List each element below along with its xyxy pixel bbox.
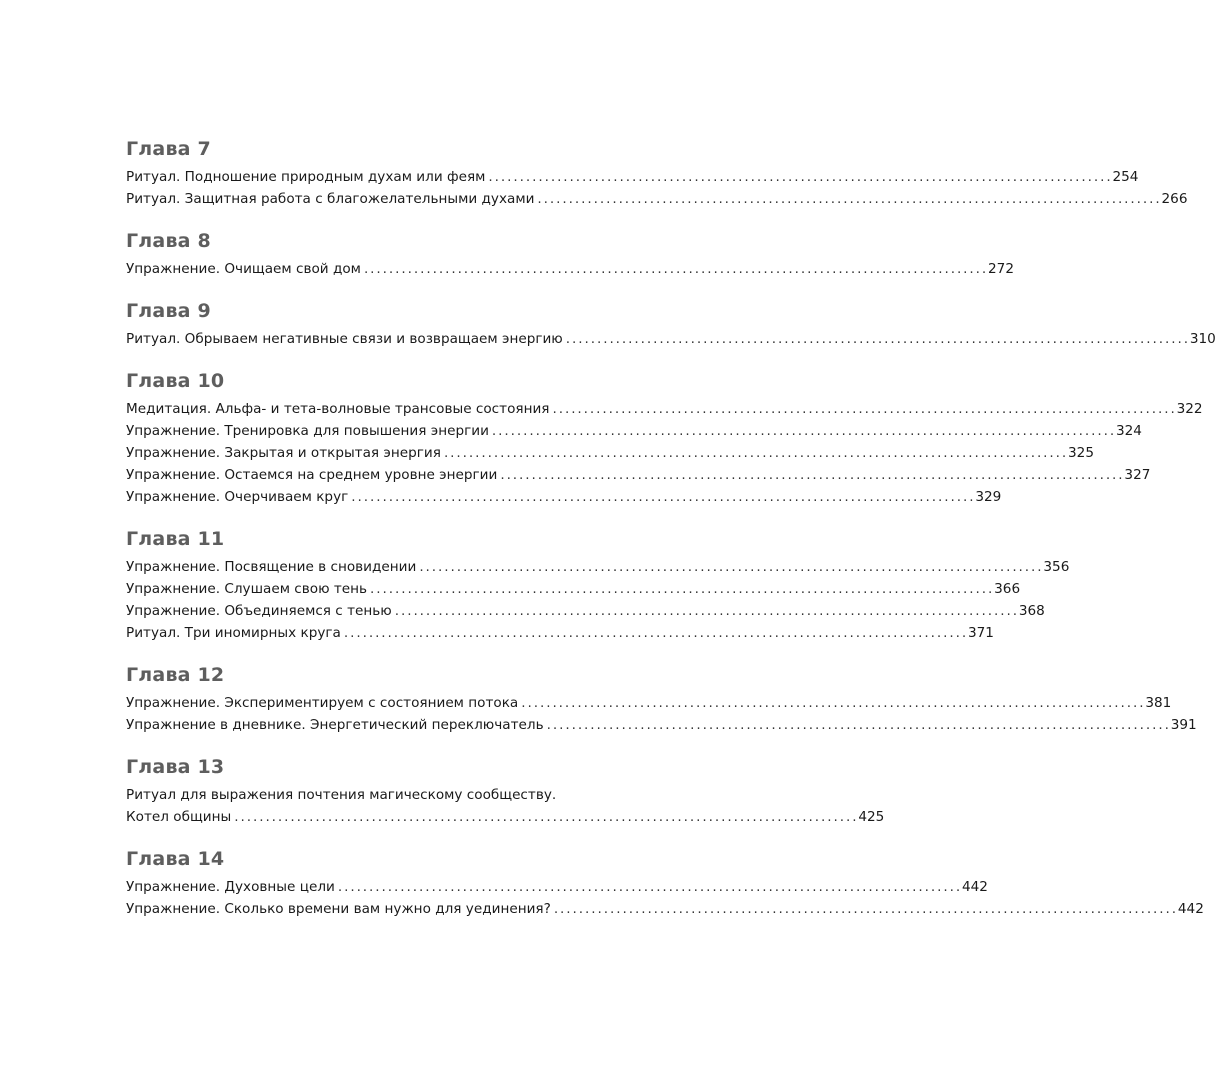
chapter-entries: [126, 876, 1204, 920]
toc-entry[interactable]: [126, 328, 1216, 350]
entry-title: Котел общины: [126, 809, 232, 825]
toc-entry[interactable]: [126, 398, 1203, 420]
chapter-13: [126, 754, 885, 828]
entry-page-number: 329: [975, 489, 1002, 505]
entry-page-number: 327: [1124, 467, 1151, 483]
entry-page-number: 266: [1161, 191, 1188, 207]
entry-title: Упражнение. Остаемся на среднем уровне энергии: [126, 467, 498, 483]
entry-title: Упражнение. Очерчиваем круг: [126, 489, 349, 505]
entry-page-number: 356: [1043, 559, 1070, 575]
toc-entry[interactable]: [126, 578, 1021, 600]
chapter-entries: [126, 258, 1014, 280]
entry-title: Упражнение. Слушаем свою тень: [126, 581, 368, 597]
chapter-entries: [126, 398, 1203, 508]
dot-leader: [566, 328, 1187, 350]
dot-leader: [547, 714, 1168, 736]
dot-leader: [344, 622, 965, 644]
chapter-title: Глава 13: [126, 756, 225, 778]
entry-page-number: 322: [1176, 401, 1203, 417]
chapter-title: Глава 12: [126, 664, 225, 686]
entry-title: Ритуал. Подношение природным духам или феям: [126, 169, 486, 185]
chapter-12: [126, 662, 1197, 736]
toc-entry[interactable]: [126, 442, 1094, 464]
entry-title: Упражнение. Тренировка для повышения энергии: [126, 423, 489, 439]
dot-leader: [500, 464, 1121, 486]
entry-page-number: 272: [988, 261, 1014, 277]
chapter-10: [126, 368, 1203, 508]
toc-entry[interactable]: [126, 600, 1045, 622]
dot-leader: [338, 876, 959, 898]
chapter-entries: [126, 692, 1197, 736]
entry-page-number: 442: [1177, 901, 1204, 917]
chapter-11: [126, 526, 1070, 644]
entry-title: Упражнение. Очищаем свой дом: [126, 261, 361, 277]
toc-entry[interactable]: [126, 464, 1151, 486]
entry-title: Ритуал. Обрываем негативные связи и возвращаем энергию: [126, 331, 563, 347]
entry-title: Упражнение. Духовные цели: [126, 879, 335, 895]
entry-title: Упражнение. Сколько времени вам нужно для уединения?: [126, 901, 551, 917]
chapter-entries: [126, 784, 885, 828]
entry-page-number: 371: [967, 625, 994, 641]
entry-title: Медитация. Альфа- и тета-волновые трансовые состояния: [126, 401, 550, 417]
toc-entry[interactable]: [126, 166, 1139, 188]
toc-entry[interactable]: [126, 188, 1188, 210]
chapter-title: Глава 7: [126, 138, 211, 160]
dot-leader: [234, 806, 855, 828]
chapter-title: Глава 9: [126, 300, 211, 322]
toc-entry[interactable]: [126, 622, 994, 644]
dot-leader: [395, 600, 1016, 622]
dot-leader: [370, 578, 991, 600]
dot-leader: [554, 898, 1175, 920]
toc-entry[interactable]: [126, 486, 1002, 508]
entry-title: Упражнение. Объединяемся с тенью: [126, 603, 392, 619]
chapter-title: Глава 8: [126, 230, 211, 252]
entry-title: Упражнение в дневнике. Энергетический переключатель: [126, 717, 544, 733]
chapter-title: Глава 10: [126, 370, 225, 392]
entry-page-number: 254: [1112, 169, 1139, 185]
toc-entry[interactable]: [126, 420, 1142, 442]
toc-entry[interactable]: [126, 898, 1204, 920]
dot-leader: [488, 166, 1109, 188]
entry-page-number: 381: [1145, 695, 1172, 711]
dot-leader: [351, 486, 972, 508]
dot-leader: [537, 188, 1158, 210]
toc-entry[interactable]: [126, 876, 988, 898]
chapter-entries: [126, 166, 1188, 210]
chapter-title: Глава 14: [126, 848, 225, 870]
entry-page-number: 324: [1116, 423, 1142, 439]
toc-entry[interactable]: [126, 692, 1172, 714]
entry-page-number: 368: [1018, 603, 1045, 619]
entry-title: Упражнение. Закрытая и открытая энергия: [126, 445, 441, 461]
entry-title: Ритуал. Защитная работа с благожелательными духами: [126, 191, 535, 207]
dot-leader: [364, 258, 985, 280]
entry-page-number: 366: [994, 581, 1021, 597]
entry-title: Упражнение. Посвящение в сновидении: [126, 559, 417, 575]
entry-title: Ритуал. Три иномирных круга: [126, 625, 341, 641]
chapter-8: [126, 228, 1014, 280]
dot-leader: [521, 692, 1142, 714]
chapter-title: Глава 11: [126, 528, 225, 550]
toc-entry[interactable]: [126, 258, 1014, 280]
dot-leader: [444, 442, 1065, 464]
dot-leader: [552, 398, 1173, 420]
toc-entry[interactable]: [126, 556, 1070, 578]
entry-title: Упражнение. Экспериментируем с состоянием потока: [126, 695, 519, 711]
chapter-entries: [126, 328, 1216, 350]
entry-title-line1: Ритуал для выражения почтения магическому сообществу.: [126, 787, 557, 803]
toc-entry-multiline[interactable]: [126, 784, 885, 828]
chapter-14: [126, 846, 1204, 920]
dot-leader: [492, 420, 1113, 442]
entry-page-number: 310: [1189, 331, 1216, 347]
entry-page-number: 391: [1170, 717, 1197, 733]
chapter-9: [126, 298, 1216, 350]
entry-page-number: 442: [961, 879, 988, 895]
entry-page-number: 425: [858, 809, 885, 825]
toc-entry[interactable]: [126, 714, 1197, 736]
toc-entry: [126, 806, 885, 828]
chapter-entries: [126, 556, 1070, 644]
chapter-7: [126, 136, 1188, 210]
dot-leader: [419, 556, 1040, 578]
table-of-contents: [126, 136, 1216, 938]
entry-page-number: 325: [1068, 445, 1094, 461]
